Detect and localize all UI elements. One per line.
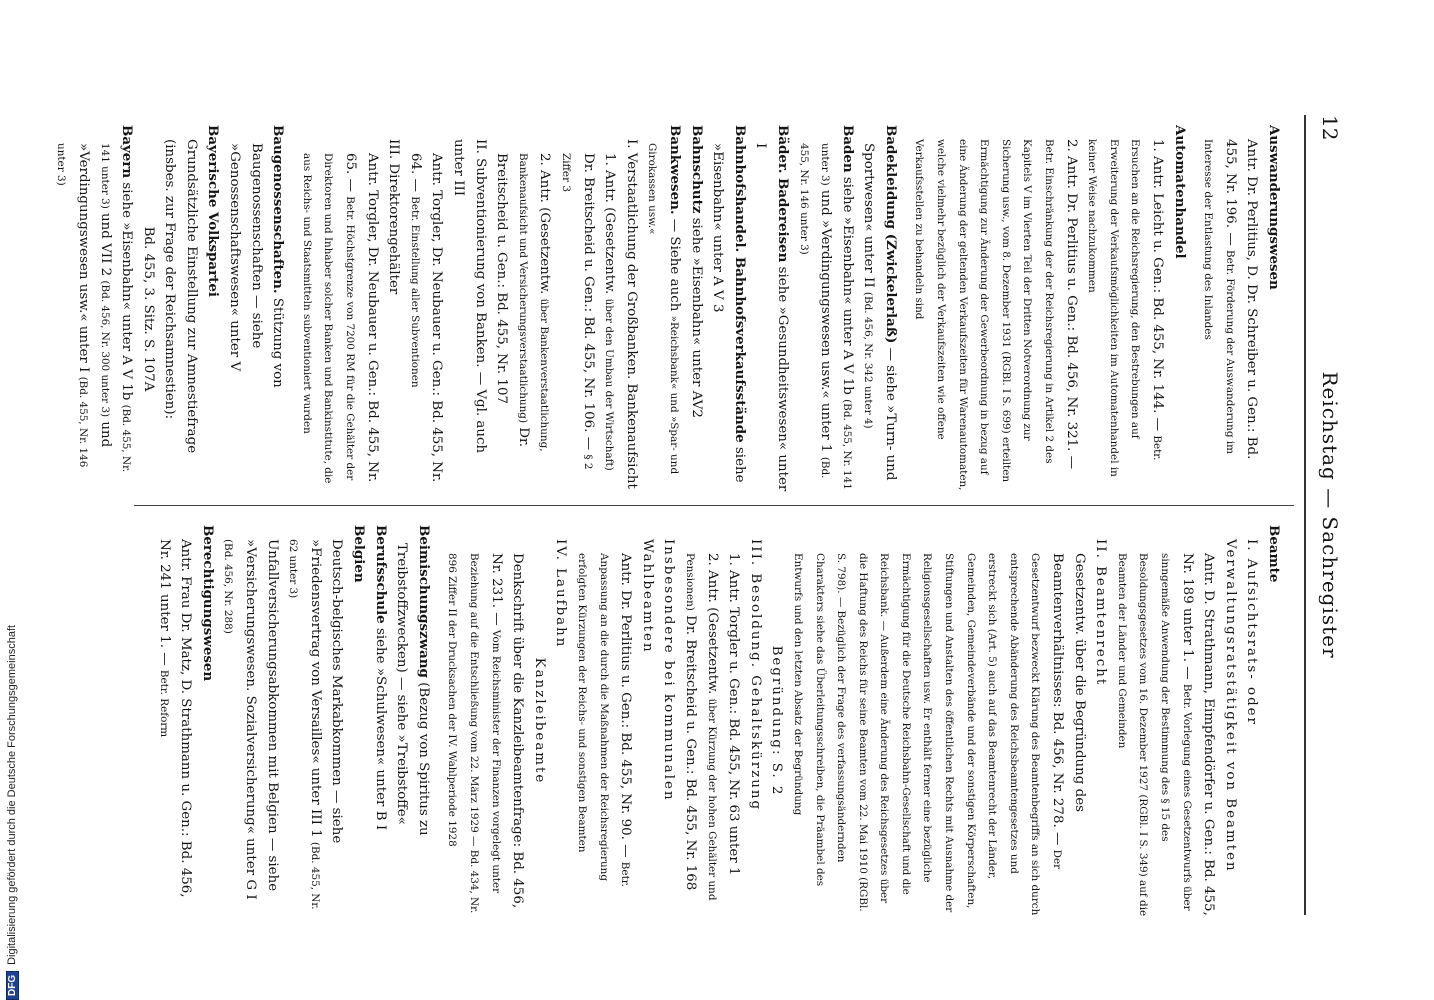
entry-bahnschutz: Bahnschutz siehe »Eisenbahn« unter AV2 — [688, 125, 705, 418]
entry-automaten-2: 2. Antr. Dr. Perlitius u. Gen.: Bd. 456, Nr. 321. — Betr. Einschränkung der der Reichsregierung in Artikel 2 des Kapitels V im Vierten Teil der Dritten Notverordnung zur Sicherung usw., vom 8. Dezember 1931 (RGBl. I S. 699) erteilten Ermächtigung zur Änderung der Gewerbeordnung in bezug auf eine Änderung der geltenden Verkaufszeiten für Warenautomaten, welche vielmehr bezüglich der Verkaufszeiten wie offene Verkaufsstellen zu behandeln sind — [913, 139, 1079, 491]
belgien-entry-2: Unfallversicherungsabkommen mit Belgien — siehe »Versicherungswesen. Sozialversicherung« unter G I (Bd. 456, Nr. 288) — [222, 539, 280, 900]
entry-badekleidung: Badekleidung (Zwickelerlaß) — siehe »Turn- und Sportwesen« unter II (Bd. 456, Nr. 342 unter 4) — [861, 125, 899, 481]
page-number: 12 — [1318, 115, 1342, 141]
heading-beamte: Beamte — [1266, 525, 1282, 583]
bankwesen-entry-1: 1. Antr. (Gesetzentw. über den Umbau der Wirtschaft) Dr. Breitscheid u. Gen.: Bd. 455, Nr. 106. — § 2 Ziffer 3 — [560, 153, 618, 471]
column-divider — [134, 505, 1294, 506]
heading-belgien: Belgien — [351, 525, 368, 583]
entry-berufsschule: Berufsschule siehe »Schulwesen« unter B I — [372, 525, 389, 831]
heading-automatenhandel: Automatenhandel — [1171, 125, 1188, 259]
beamte-section-1: I. Aufsichtsrats- oder Verwaltungsratstätigkeit von Beamten — [1222, 539, 1260, 873]
entry-auswanderung: Antr. Dr. Perlitius, D. Dr. Schreiber u. Gen.: Bd. 455, Nr. 196. — Betr. Förderung der Auswanderung im Interesse der Entlastung des Inlandes — [1202, 139, 1260, 460]
bankwesen-section-1: I. Verstaatlichung der Großbanken. Bankenaufsicht — [623, 139, 639, 489]
digitization-footer — [6, 625, 19, 1000]
beamte-section-3: III. Besoldung. Gehaltskürzung — [747, 539, 763, 812]
running-head: Reichstag — Sachregister — [1318, 371, 1342, 659]
entry-baugenossenschaften: Baugenossenschaften. Stützung von Baugenossenschaften — siehe »Genossenschaftswesen« unter V — [227, 125, 287, 388]
heading-volkspartei: Bayerische Volkspartei — [205, 125, 222, 297]
entry-volkspartei: Grundsätzliche Einstellung zur Amnestiefrage (insbes. zur Frage der Reichsamnestien): — [162, 139, 199, 454]
entry-beimischungszwang: Beimischungszwang (Bezug von Spiritus zu Treibstoffzwecken) — siehe »Treibstoffe« — [394, 525, 432, 836]
bankwesen-section-3: III. Direktorengehälter — [386, 139, 402, 295]
entry-automaten-1: 1. Antr. Leicht u. Gen.: Bd. 455, Nr. 144. — Betr. Ersuchen an die Reichsregierung, den Bestrebungen auf Erweiterung der Verkaufsmöglichkeiten im Automatenhandel in keiner Weise nachzukommen — [1086, 139, 1166, 477]
beamte-section-4: IV. Laufbahn — [553, 539, 569, 649]
entry-baeder: Bäder. Badereisen siehe »Gesundheitswesen« unter I — [753, 125, 791, 492]
heading-berechtigungswesen: Berechtigungswesen — [199, 525, 216, 682]
header-rule — [1304, 115, 1306, 915]
dfg-logo-icon: DFG — [6, 971, 19, 1000]
right-column — [153, 525, 1284, 917]
beamte-entry-6: Denkschrift über die Kanzleibeamtenfrage: Bd. 456, Nr. 231. — Vom Reichsminister der Finanzen vorgelegt unter Beziehung auf die Entschließung vom 22. März 1929 — Bd. 434, Nr. 896 Ziffer II der Drucksachen der IV. Wahlperiode 1928 — [446, 553, 526, 914]
berechtigung-entry: Antr. Frau Dr. Matz, D. Strathmann u. Gen.: Bd. 456, Nr. 241 unter 1. — Betr. Reform — [156, 539, 194, 898]
beamte-kanzleibeamte: Kanzleibeamte — [531, 657, 547, 785]
beamte-begruendung: Begründung: S. 2 — [769, 645, 785, 797]
beamte-entry-5: Antr. Dr. Perlitius u. Gen.: Bd. 455, Nr. 90. — Betr. Anpassung an die durch die Maßnahmen der Reichsregierung erfolgten Kürzungen der Reichs- und sonstigen Beamten — [576, 553, 634, 887]
beamte-entry-1: Antr. D. Strathmann, Eimpfendörfer u. Gen.: Bd. 455, Nr. 189 unter 1. — Betr. Vorlegung eines Gesetzentwurfs über sinngemäße Anwendung der Bestimmung des § 15 des Besoldungsgesetzes vom 16. Dezember 1927 (RGBl. I S. 349) auf die Beamten der Länder und Gemeinden — [1115, 553, 1217, 917]
volkspartei-ref: Bd. 455, 3. Sitz. S. 107A — [140, 226, 156, 392]
bankwesen-entry-2: 2. Antr. (Gesetzentw. über Bankenverstaatlichung, Bankenaufsicht und Versicherungsverstaatlichung) Dr. Breitscheid u. Gen.: Bd. 455, Nr. 107 — [494, 153, 553, 452]
belgien-entry-1: Deutsch-belgisches Markabkommen — siehe »Friedensvertrag von Versailles« unter III 1 (Bd. 455, Nr. 62 unter 3) — [287, 539, 345, 910]
bankwesen-entry-4: Antr. Torgler, Dr. Neubauer u. Gen.: Bd. 455, Nr. 65. — Betr. Höchstgrenze von 7200 RM für die Gehälter der Direktoren und Inhaber solcher Banken und Bankinstitute, die aus Reichs- und Staatsmitteln subventioniert wurden — [300, 153, 380, 484]
entry-baden: Baden siehe »Eisenbahn« unter A V 1b (Bd. 455, Nr. 141 unter 3) und »Verdingungswesen usw.« unter 1 (Bd. 455, Nr. 146 unter 3) — [797, 125, 856, 490]
beamte-entry-3: 1. Antr. Torgler u. Gen.: Bd. 455, Nr. 63 unter 1 — [726, 553, 742, 876]
beamte-section-2: II. Beamtenrecht — [1093, 539, 1109, 687]
entry-bankwesen: Bankwesen. — Siehe auch »Reichsbank« und »Spar- und Girokassen usw.« — [646, 125, 683, 475]
beamte-entry-4: 2. Antr. (Gesetzentw. über Kürzung der hohen Gehälter und Pensionen) Dr. Breitscheid u. Gen.: Bd. 455, Nr. 168 — [682, 553, 720, 901]
entry-bayern: Bayern siehe »Eisenbahn« unter A V 1b (Bd. 455, Nr. 141 unter 3) und VII 2 (Bd. 456, Nr. 300 unter 3) und »Verdingungswesen usw.« unter I (Bd. 455, Nr. 146 unter 3) — [55, 125, 136, 473]
page-header — [1306, 115, 1346, 915]
beamte-subsection: Insbesondere bei kommunalen Wahlbeamten — [639, 539, 677, 802]
bankwesen-entry-3: Antr. Torgler, Dr. Neubauer u. Gen.: Bd. 455, Nr. 64. — Betr. Einstellung aller Subventionen — [407, 153, 445, 483]
entry-bahnhofshandel: Bahnhofshandel. Bahnhofsverkaufsstände siehe »Eisenbahn« unter A V 3 — [710, 125, 748, 483]
beamte-entry-2: Gesetzentw. über die Begründung des Beamtenverhältnisses: Bd. 456, Nr. 278. — Der Gesetzentwurf bezweckt Klärung des Beamtenbegriffs an sich durch entsprechende Abänderung des Reichsbeamtengesetzes und erstreckt sich (Art. 5) auch auf das Beamtenrecht der Länder, Gemeinden, Gemeindeverbände und der sonstigen Körperschaften, Stiftungen und Anstalten des öffentlichen Rechts mit Ausnahme der Religionsgesellschaften usw. Er enthält ferner eine bezügliche Ermächtigung für die Deutsche Reichsbahn-Gesellschaft und die Reichsbank. — Außerdem eine Änderung des Reichsgesetzes über die Haftung des Reichs für seine Beamten vom 22. Mai 1910 (RGBl. S. 798). — Bezüglich der Frage des verfassungsändernden Charakters siehe das Überleitungsschreiben, die Präambel des Entwurfs und den letzten Absatz der Begründung — [791, 553, 1087, 916]
bankwesen-section-2: II. Subventionierung von Banken. — Vgl. auch unter III — [451, 139, 488, 454]
footer-text: Digitalisierung gefördert durch die Deutsche Forschungsgemeinschaft — [6, 624, 18, 965]
left-column — [51, 125, 1284, 493]
heading-auswanderung: Auswanderungswesen — [1266, 125, 1282, 290]
